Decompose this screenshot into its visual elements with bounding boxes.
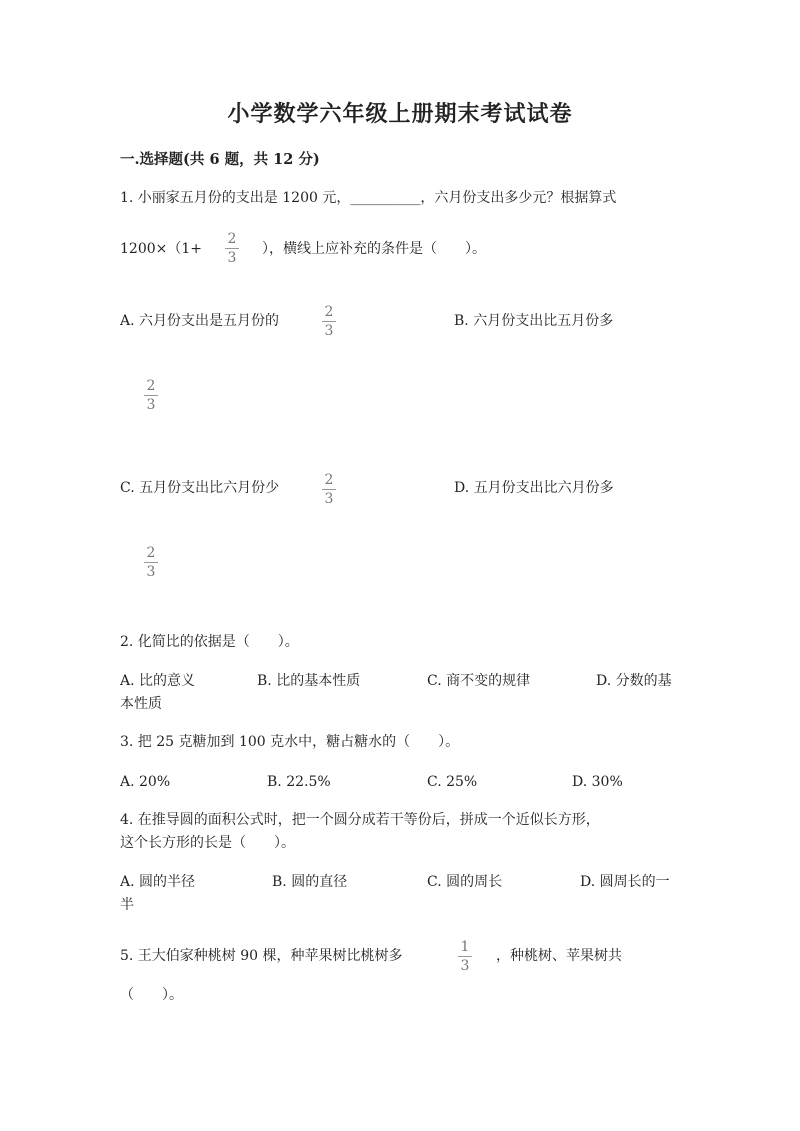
q1-option-d-fraction	[142, 545, 160, 580]
page-title: 小学数学六年级上册期末考试试卷	[227, 101, 573, 127]
q3-option-d: D. 30%	[572, 774, 623, 790]
q4-option-d-wrap: 半	[120, 897, 134, 913]
fraction-denominator: 3	[460, 958, 470, 974]
fraction-bar	[458, 956, 472, 957]
q4-option-c: C. 圆的周长	[427, 874, 503, 890]
fraction-denominator: 3	[146, 397, 156, 413]
q1-option-b: B. 六月份支出比五月份多	[454, 313, 614, 329]
fraction-numerator: 1	[460, 939, 470, 955]
q2-option-d-wrap: 本性质	[120, 696, 162, 712]
q1-option-d: D. 五月份支出比六月份多	[454, 480, 614, 496]
fraction-numerator: 2	[324, 304, 334, 320]
q1-option-c: C. 五月份支出比六月份少	[120, 480, 280, 496]
fraction-numerator: 2	[324, 472, 334, 488]
q3-stem: 3. 把 25 克糖加到 100 克水中，糖占糖水的（ ）。	[120, 734, 460, 750]
q1-stem-line1: 1. 小丽家五月份的支出是 1200 元，__________，六月份支出多少元？根据算式	[120, 190, 617, 206]
q2-stem: 2. 化简比的依据是（ ）。	[120, 634, 299, 650]
fraction-numerator: 2	[146, 545, 156, 561]
fraction-bar	[322, 321, 336, 322]
q5-stem-line2: （ ）。	[120, 987, 183, 1003]
q2-option-d: D. 分数的基	[596, 673, 672, 689]
q1-option-a: A. 六月份支出是五月份的	[120, 313, 280, 329]
fraction-bar	[144, 395, 158, 396]
fraction-denominator: 3	[324, 323, 334, 339]
q4-stem-line1: 4. 在推导圆的面积公式时，把一个圆分成若干等份后，拼成一个近似长方形，	[120, 812, 600, 828]
q5-stem-fraction	[456, 939, 474, 974]
section-heading: 一.选择题(共 6 题，共 12 分)	[120, 151, 320, 168]
q3-option-a: A. 20%	[120, 774, 171, 790]
q4-option-a: A. 圆的半径	[120, 874, 196, 890]
q3-option-b: B. 22.5%	[267, 774, 331, 790]
q1-stem-line2b: ），横线上应补充的条件是（ ）。	[262, 241, 486, 257]
q4-option-d: D. 圆周长的一	[580, 874, 670, 890]
fraction-denominator: 3	[227, 250, 237, 266]
fraction-bar	[144, 562, 158, 563]
q2-option-b: B. 比的基本性质	[257, 673, 361, 689]
q4-option-b: B. 圆的直径	[272, 874, 348, 890]
q2-option-a: A. 比的意义	[120, 673, 196, 689]
q1-option-a-fraction	[320, 304, 338, 339]
q4-stem-line2: 这个长方形的长是（ ）。	[120, 835, 295, 851]
q5-stem-line1a: 5. 王大伯家种桃树 90 棵，种苹果树比桃树多	[120, 948, 403, 964]
q1-option-c-fraction	[320, 472, 338, 507]
q2-option-c: C. 商不变的规律	[427, 673, 531, 689]
q5-stem-line1b: ，种桃树、苹果树共	[496, 948, 622, 964]
fraction-denominator: 3	[324, 491, 334, 507]
q3-option-c: C. 25%	[427, 774, 478, 790]
q1-stem-fraction	[223, 231, 241, 266]
q1-option-b-fraction	[142, 378, 160, 413]
q1-stem-line2a: 1200×（1+	[120, 241, 202, 257]
fraction-bar	[322, 489, 336, 490]
fraction-numerator: 2	[227, 231, 237, 247]
fraction-denominator: 3	[146, 564, 156, 580]
fraction-bar	[225, 248, 239, 249]
fraction-numerator: 2	[146, 378, 156, 394]
